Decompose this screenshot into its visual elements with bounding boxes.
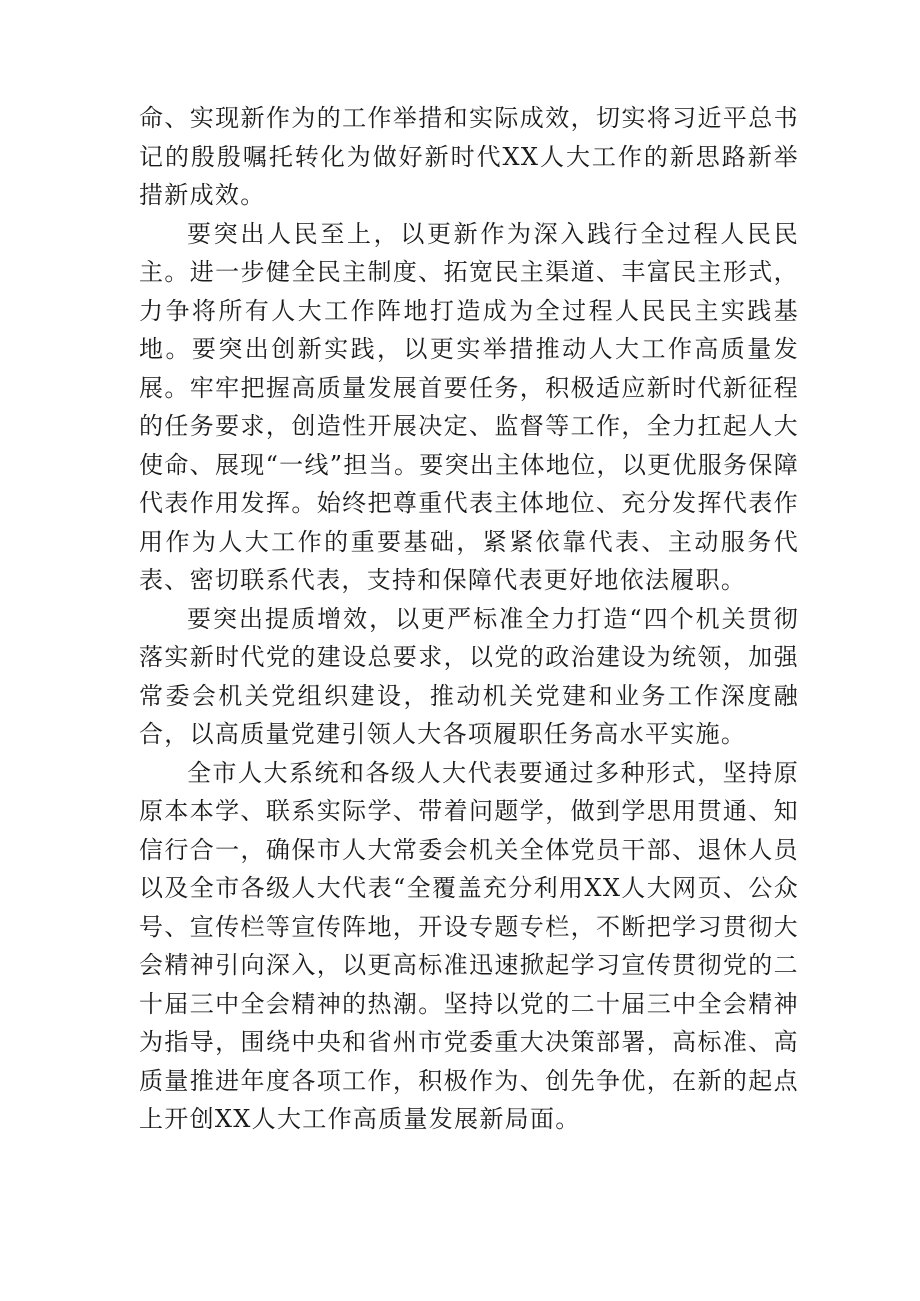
- paragraph-study-implementation: 全市人大系统和各级人大代表要通过多种形式，坚持原原本本学、联系实际学、带着问题学，做到学思用贯通、知信行合一，确保市人大常委会机关全体党员干部、退休人员以及全市各级人大代表“全覆盖充分利用XX人大网页、公众号、宣传栏等宣传阵地，开设专题专栏，不断把学习贯彻大会精神引向深入，以更高标准迅速掀起学习宣传贯彻党的二十届三中全会精神的热潮。坚持以党的二十届三中全会精神为指导，围绕中央和省州市党委重大决策部署，高标准、高质量推进年度各项工作，积极作为、创先争优，在新的起点上开创XX人大工作高质量发展新局面。: [139, 758, 799, 1133]
- paragraph-quality-efficiency: 要突出提质增效，以更严标准全力打造“四个机关贯彻落实新时代党的建设总要求，以党的政治建设为统领，加强常委会机关党组织建设，推动机关党建和业务工作深度融合，以高质量党建引领人大各项履职任务高水平实施。: [139, 604, 799, 748]
- paragraph-continuation: 命、实现新作为的工作举措和实际成效，切实将习近平总书记的殷殷嘱托转化为做好新时代XX人大工作的新思路新举措新成效。: [139, 104, 799, 209]
- document-body: [139, 99, 799, 1139]
- paragraph-people-first: 要突出人民至上，以更新作为深入践行全过程人民民主。进一步健全民主制度、拓宽民主渠道、丰富民主形式，力争将所有人大工作阵地打造成为全过程人民民主实践基地。要突出创新实践，以更实举措推动人大工作高质量发展。牢牢把握高质量发展首要任务，积极适应新时代新征程的任务要求，创造性开展决定、监督等工作，全力扛起人大使命、展现“一线”担当。要突出主体地位，以更优服务保障代表作用发挥。始终把尊重代表主体地位、充分发挥代表作用作为人大工作的重要基础，紧紧依靠代表、主动服务代表、密切联系代表，支持和保障代表更好地依法履职。: [139, 219, 799, 594]
